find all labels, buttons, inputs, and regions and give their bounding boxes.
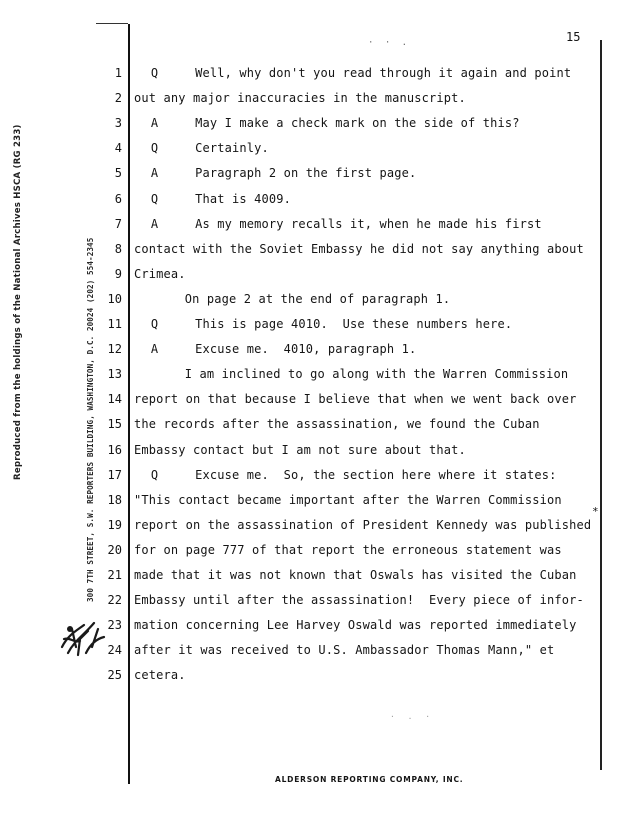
transcript-line [0,613,610,638]
transcript-line [0,563,610,588]
margin-asterisk: * [592,505,599,518]
line-text: for on page 777 of that report the erroneous statement was [134,542,562,557]
line-text: mation concerning Lee Harvey Oswald was reported immediately [134,618,577,633]
transcript-line [0,638,610,663]
line-number: 7 [114,216,122,231]
line-text: A As my memory recalls it, when he made his first [150,216,542,231]
line-number: 12 [107,342,122,357]
transcript-line [0,438,610,463]
transcript-line [0,187,610,212]
line-text: cetera. [134,668,186,683]
line-text: out any major inaccuracies in the manuscript. [134,91,466,106]
line-number: 13 [107,367,122,382]
line-text: Embassy contact but I am not sure about that. [134,442,466,457]
transcript-line [0,212,610,237]
line-number: 25 [107,668,122,683]
top-rule [96,23,128,24]
transcript-line [0,663,610,688]
line-number: 18 [107,492,122,507]
line-number: 1 [114,66,122,80]
page-number: 15 [566,30,581,44]
line-text: report on that because I believe that when we went back over [134,392,577,407]
line-number: 3 [114,116,122,131]
line-text: Q Certainly. [150,141,269,156]
line-text: Q This is page 4010. Use these numbers here. [150,317,513,331]
line-text: "This contact became important after the Warren Commission [134,492,562,507]
transcript-line [0,538,610,563]
line-number: 14 [107,392,122,407]
line-text: Embassy until after the assassination! Every piece of infor- [134,593,584,608]
transcript-line [0,136,610,161]
transcript-line [0,362,610,387]
line-number: 21 [107,568,122,582]
line-text: report on the assassination of President Kennedy was published [134,517,592,532]
transcript-line [0,488,610,513]
line-number: 20 [107,542,122,557]
line-text: contact with the Soviet Embassy he did not say anything about [134,241,584,256]
transcript-line [0,463,610,488]
transcript-line [0,111,610,136]
line-text: Q That is 4009. [150,191,292,206]
transcript-line [0,61,610,86]
line-number: 15 [107,417,122,432]
line-number: 16 [107,442,122,457]
transcript-line [0,287,610,312]
transcript-line [0,237,610,262]
transcript-line [0,86,610,111]
transcript-line [0,588,610,613]
line-number: 24 [107,643,122,658]
line-number: 17 [107,467,122,482]
transcript-line [0,412,610,437]
line-text: Q Well, why don't you read through it again and point [150,66,572,80]
line-number: 8 [114,241,122,256]
scan-specks-bottom: · . · [390,712,435,721]
line-number: 9 [114,266,122,281]
line-number: 6 [114,191,122,206]
line-text: On page 2 at the end of paragraph 1. [184,291,451,306]
transcript-line [0,161,610,186]
reporter-address: 300 7TH STREET, S.W. REPORTERS BUILDING, WASHINGTON, D.C. 20024 (202) 554-2345 [86,237,95,602]
transcript-line [0,513,610,538]
line-number: 11 [107,317,122,331]
line-number: 2 [114,91,122,106]
scan-specks: · · . [368,38,411,48]
line-text: I am inclined to go along with the Warren Commission [184,367,569,382]
line-number: 4 [114,141,122,156]
line-number: 10 [107,291,122,306]
line-text: the records after the assassination, we found the Cuban [134,417,540,432]
transcript-line [0,387,610,412]
line-text: Crimea. [134,266,186,281]
line-number: 5 [114,166,122,181]
line-number: 19 [107,517,122,532]
archive-stamp: Reproduced from the holdings of the National Archives HSCA (RG 233) [13,124,23,480]
transcript-line [0,337,610,362]
line-text: after it was received to U.S. Ambassador Thomas Mann," et [134,643,555,658]
footer-company: ALDERSON REPORTING COMPANY, INC. [275,775,464,784]
line-number: 22 [107,593,122,608]
line-text: A Excuse me. 4010, paragraph 1. [150,342,417,357]
line-text: made that it was not known that Oswals has visited the Cuban [134,568,577,582]
transcript-line [0,262,610,287]
line-text: A May I make a check mark on the side of this? [150,116,520,131]
line-text: Q Excuse me. So, the section here where it states: [150,467,557,482]
line-number: 23 [107,618,122,633]
line-text: A Paragraph 2 on the first page. [150,166,417,181]
transcript-line [0,312,610,337]
